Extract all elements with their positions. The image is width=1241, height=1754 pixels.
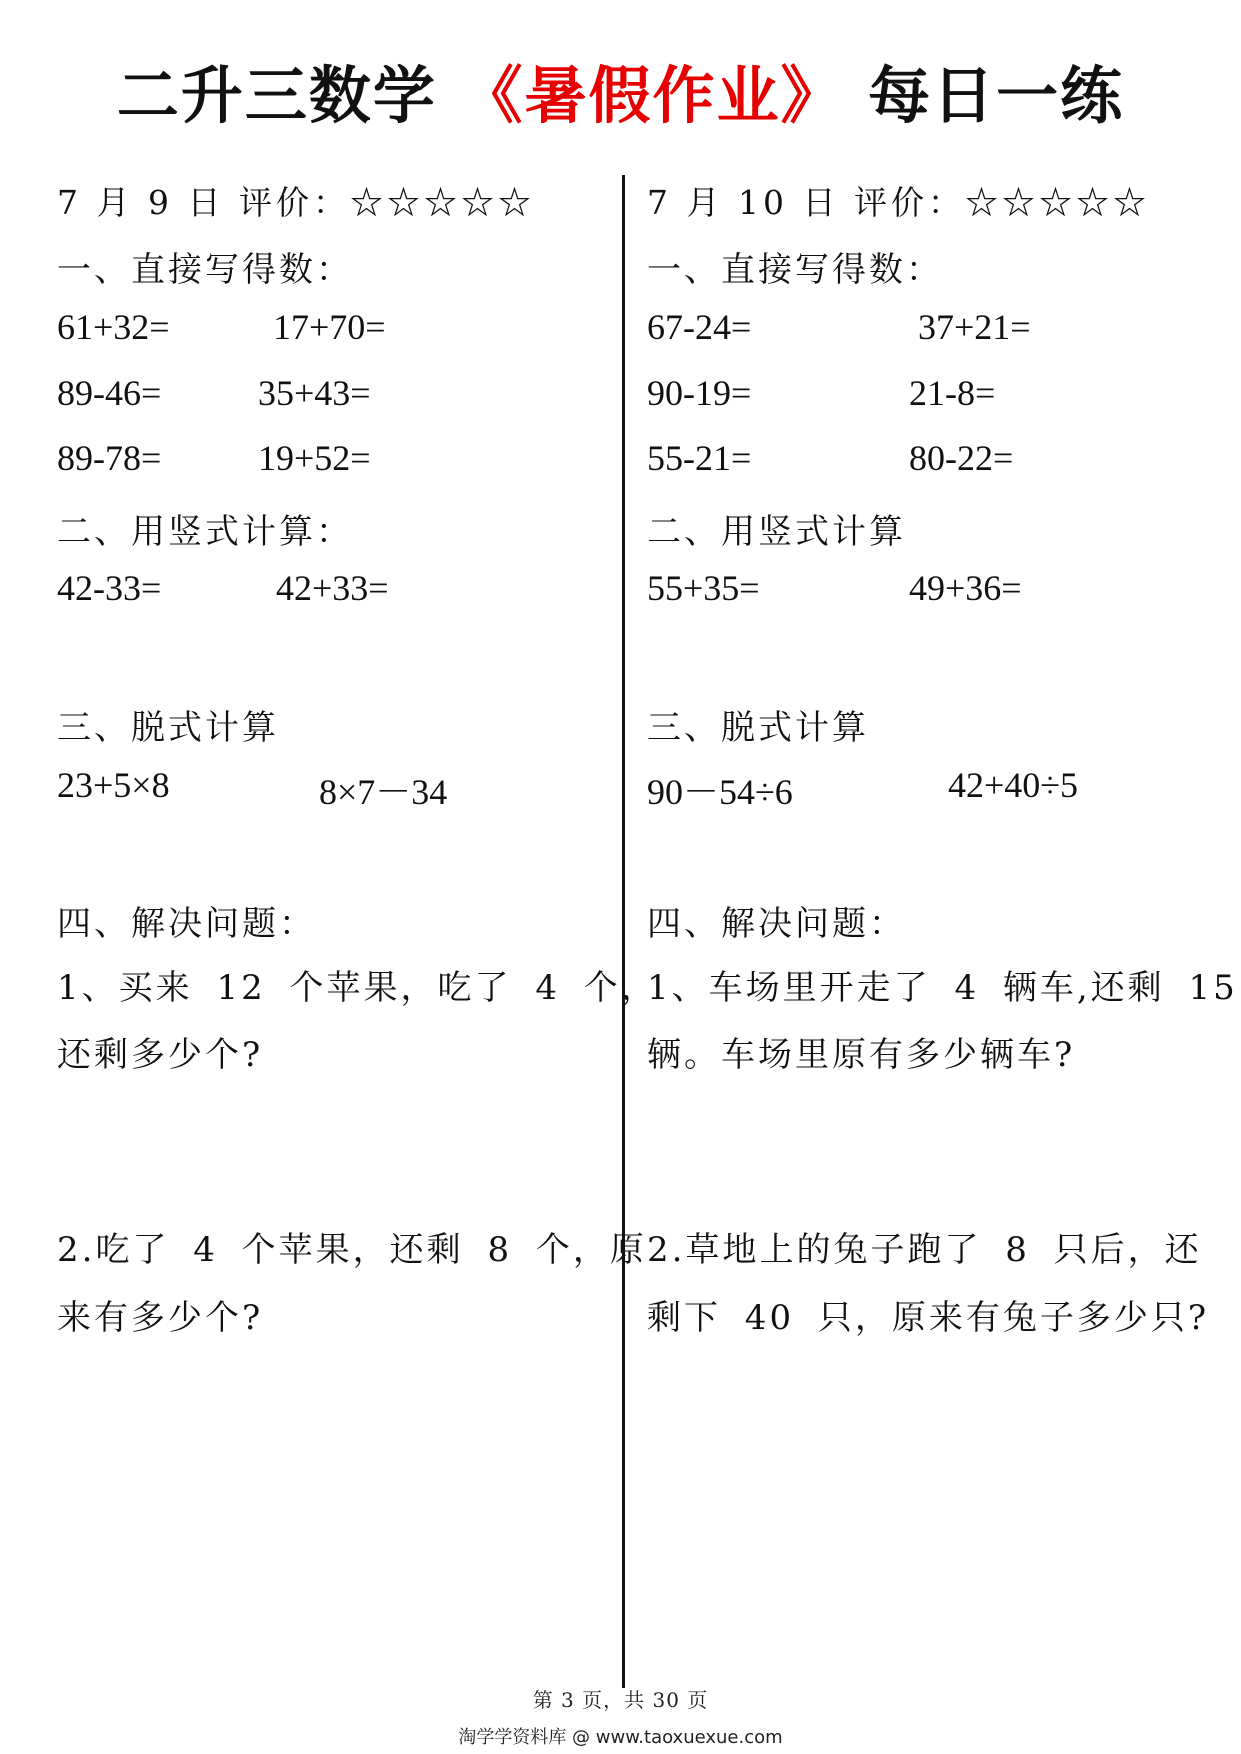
right-problem2-line1: 2.草地上的兔子跑了 8 只后，还 (647, 1230, 1202, 1270)
right-section4-title: 四、解决问题： (647, 904, 906, 944)
title-highlight: 《暑假作业》 (460, 59, 845, 132)
left-equation: 89-46= (57, 373, 162, 413)
left-equation: 17+70= (273, 307, 386, 347)
left-step-calc: 23+5×8 (57, 765, 170, 805)
left-step-calc: 8×7－34 (319, 772, 448, 812)
source-watermark: 淘学学资料库 @ www.taoxuexue.com (458, 1727, 783, 1748)
right-step-calc: 90－54÷6 (647, 772, 793, 812)
left-section4-title: 四、解决问题： (57, 904, 316, 944)
left-problem1-line2: 还剩多少个? (57, 1035, 264, 1075)
right-section2-title: 二、用竖式计算 (647, 512, 906, 552)
page-number: 第 3 页，共 30 页 (532, 1688, 709, 1712)
right-equation: 90-19= (647, 373, 752, 413)
right-equation: 37+21= (918, 307, 1031, 347)
left-section3-title: 三、脱式计算 (57, 708, 279, 748)
right-problem1-line1: 1、车场里开走了 4 辆车,还剩 15 (647, 968, 1238, 1008)
left-equation: 19+52= (258, 438, 371, 478)
left-vertical-calc: 42-33= (57, 568, 162, 608)
right-equation: 80-22= (909, 438, 1014, 478)
right-date-rating: 7 月 10 日 评价：☆☆☆☆☆ (647, 183, 1150, 222)
left-equation: 89-78= (57, 438, 162, 478)
left-problem2-line2: 来有多少个? (57, 1298, 264, 1338)
column-divider (622, 175, 625, 1688)
page-title (0, 56, 1241, 136)
left-equation: 35+43= (258, 373, 371, 413)
title-part2: 每日一练 (868, 59, 1125, 132)
right-step-calc: 42+40÷5 (948, 765, 1079, 805)
right-equation: 67-24= (647, 307, 752, 347)
left-vertical-calc: 42+33= (276, 568, 389, 608)
left-section2-title: 二、用竖式计算： (57, 512, 353, 552)
right-problem1-line2: 辆。车场里原有多少辆车? (647, 1035, 1076, 1075)
right-vertical-calc: 55+35= (647, 568, 760, 608)
right-equation: 21-8= (909, 373, 996, 413)
right-vertical-calc: 49+36= (909, 568, 1022, 608)
left-problem2-line1: 2.吃了 4 个苹果，还剩 8 个，原 (57, 1230, 647, 1270)
right-equation: 55-21= (647, 438, 752, 478)
left-date-rating: 7 月 9 日 评价：☆☆☆☆☆ (57, 183, 535, 222)
right-section3-title: 三、脱式计算 (647, 708, 869, 748)
left-section1-title: 一、直接写得数： (57, 250, 353, 290)
left-problem1-line1: 1、买来 12 个苹果，吃了 4 个， (57, 968, 658, 1008)
left-equation: 61+32= (57, 307, 170, 347)
title-part1: 二升三数学 (116, 59, 437, 132)
right-problem2-line2: 剩下 40 只，原来有兔子多少只? (647, 1298, 1210, 1338)
right-section1-title: 一、直接写得数： (647, 250, 943, 290)
